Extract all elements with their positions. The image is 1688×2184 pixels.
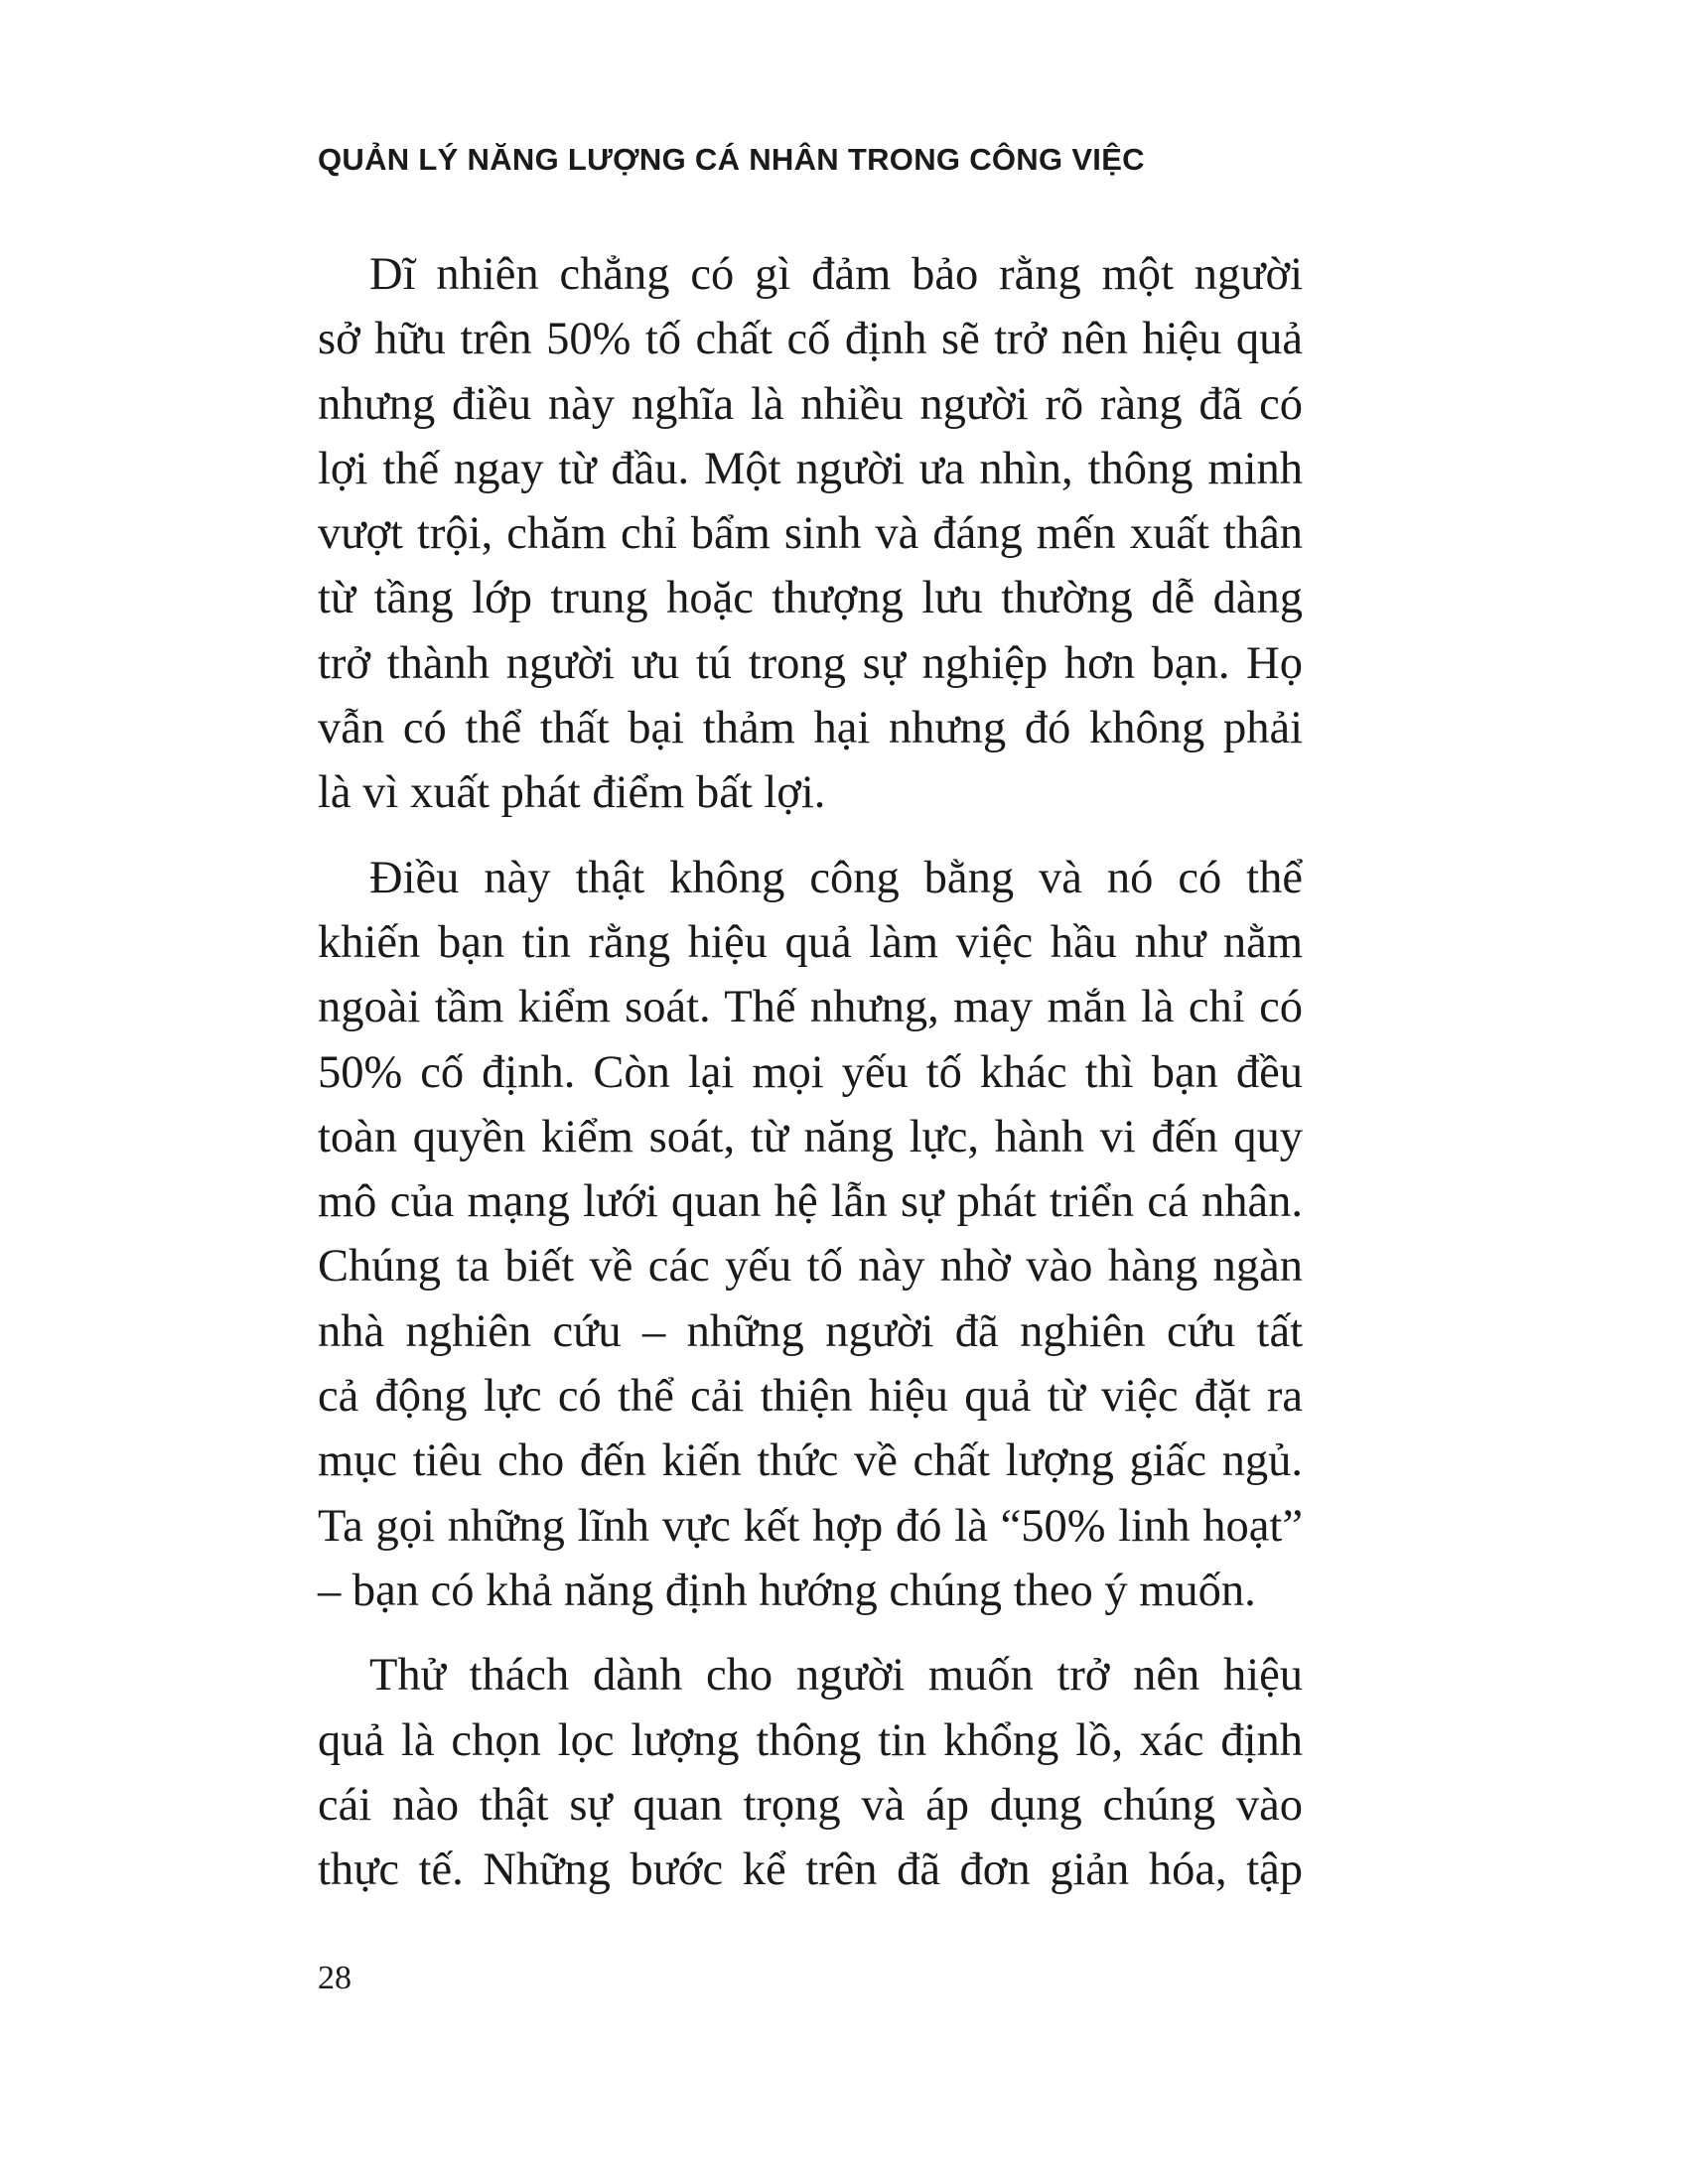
text-line: Dĩ nhiên chẳng có gì đảm bảo rằng một người [369, 249, 1303, 300]
text-line: nhưng điều này nghĩa là nhiều người rõ ràng đã có [318, 378, 1303, 430]
text-line: – bạn có khả năng định hướng chúng theo ý muốn. [318, 1565, 1256, 1616]
text-line: Điều này thật không công bằng và nó có thể [369, 852, 1303, 903]
text-line: từ tầng lớp trung hoặc thượng lưu thường dễ dàng [318, 573, 1303, 624]
paragraph-1 [318, 242, 1303, 826]
text-line: Ta gọi những lĩnh vực kết hợp đó là “50% linh hoạt” [318, 1500, 1303, 1552]
text-line: mục tiêu cho đến kiến thức về chất lượng giấc ngủ. [318, 1435, 1303, 1487]
text-line: 50% cố định. Còn lại mọi yếu tố khác thì bạn đều [318, 1046, 1303, 1098]
paragraph-2 [318, 846, 1303, 1624]
text-line: trở thành người ưu tú trong sự nghiệp hơn bạn. Họ [318, 637, 1303, 689]
paragraph-3 [318, 1643, 1303, 1902]
text-line: sở hữu trên 50% tố chất cố định sẽ trở nên hiệu quả [318, 314, 1303, 365]
text-line: Thử thách dành cho người muốn trở nên hiệu [369, 1650, 1303, 1702]
text-line: Chúng ta biết về các yếu tố này nhờ vào hàng ngàn [318, 1241, 1303, 1293]
body-text [318, 242, 1303, 1922]
text-line: thực tế. Những bước kể trên đã đơn giản hóa, tập [318, 1844, 1303, 1896]
page-number: 28 [318, 1960, 352, 1996]
text-line: vẫn có thể thất bại thảm hại nhưng đó không phải [318, 703, 1303, 754]
running-header: QUẢN LÝ NĂNG LƯỢNG CÁ NHÂN TRONG CÔNG VIỆC [318, 142, 1145, 177]
text-line: vượt trội, chăm chỉ bẩm sinh và đáng mến xuất thân [318, 508, 1303, 560]
text-line: ngoài tầm kiểm soát. Thế nhưng, may mắn là chỉ có [318, 982, 1303, 1033]
text-line: lợi thế ngay từ đầu. Một người ưa nhìn, thông minh [318, 443, 1303, 494]
text-line: nhà nghiên cứu – những người đã nghiên cứu tất [318, 1305, 1303, 1357]
text-line: cái nào thật sự quan trọng và áp dụng chúng vào [318, 1779, 1303, 1831]
text-line: mô của mạng lưới quan hệ lẫn sự phát triển cá nhân. [318, 1176, 1303, 1228]
text-line: là vì xuất phát điểm bất lợi. [318, 767, 826, 819]
text-line: toàn quyền kiểm soát, từ năng lực, hành vi đến quy [318, 1111, 1303, 1162]
text-line: cả động lực có thể cải thiện hiệu quả từ việc đặt ra [318, 1371, 1303, 1423]
text-line: khiến bạn tin rằng hiệu quả làm việc hầu như nằm [318, 916, 1303, 968]
text-line: quả là chọn lọc lượng thông tin khổng lồ, xác định [318, 1714, 1303, 1766]
